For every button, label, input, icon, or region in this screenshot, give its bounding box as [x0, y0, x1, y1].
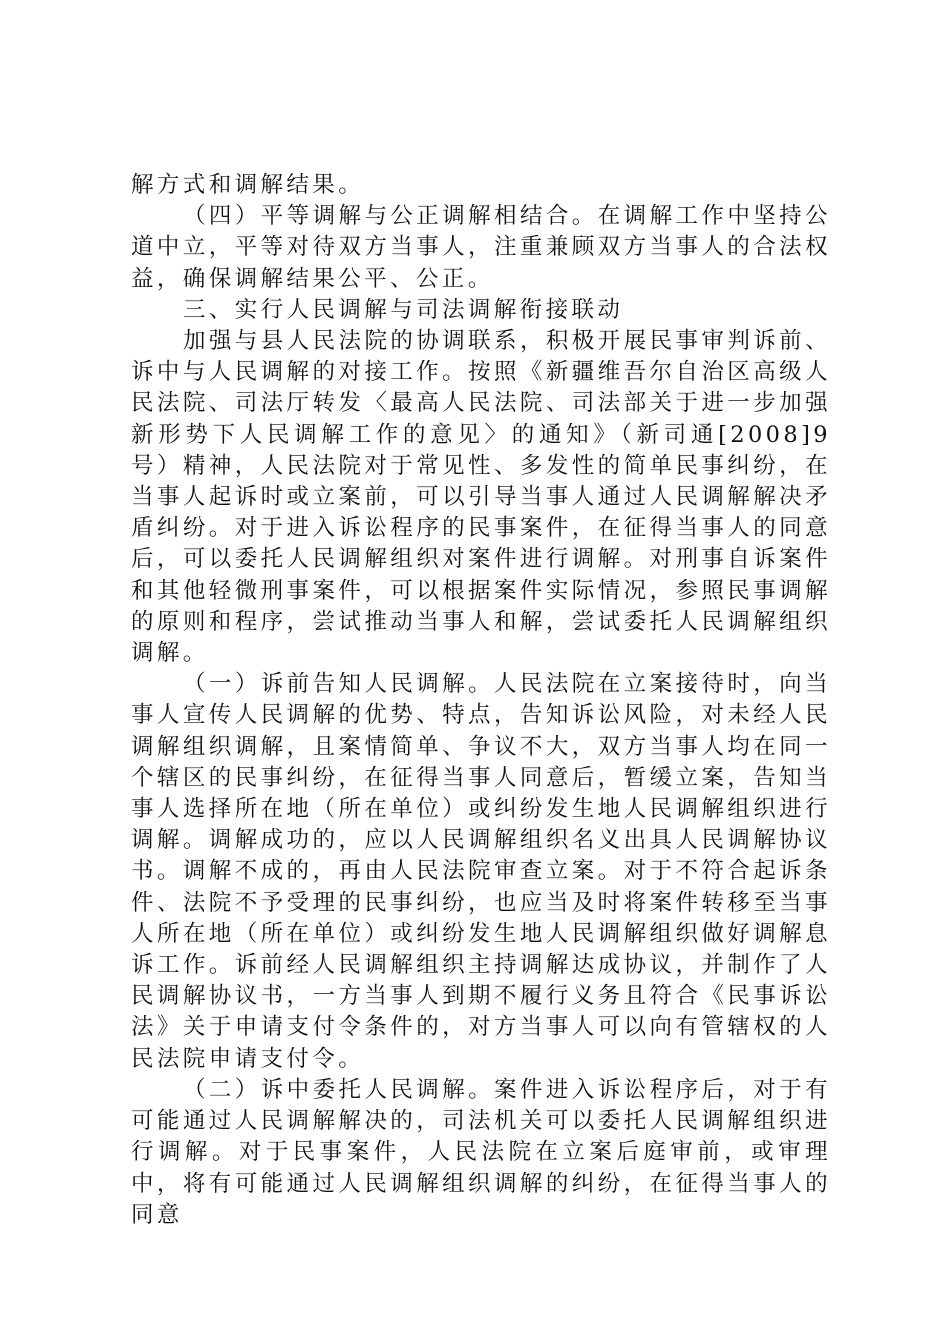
paragraph-continuation: 解方式和调解结果。 [131, 172, 365, 198]
paragraph-subsection-two: （二）诉中委托人民调解。案件进入诉讼程序后，对于有可能通过人民调解解决的，司法机关可以委托人民调解组织进行调解。对于民事案件，人民法院在立案后庭审前，或审理中，将有可能通过人民调解组织调解的纠纷，在征得当事人的同意 [131, 1076, 831, 1228]
paragraph-subsection-one: （一）诉前告知人民调解。人民法院在立案接待时，向当事人宣传人民调解的优势、特点，告知诉讼风险，对未经人民调解组织调解，且案情简单、争议不大，双方当事人均在同一个辖区的民事纠纷，在征得当事人同意后，暂缓立案，告知当事人选择所在地（所在单位）或纠纷发生地人民调解组织进行调解。调解成功的，应以人民调解组织名义出具人民调解协议书。调解不成的，再由人民法院审查立案。对于不符合起诉条件、法院不予受理的民事纠纷，也应当及时将案件转移至当事人所在地（所在单位）或纠纷发生地人民调解组织做好调解息诉工作。诉前经人民调解组织主持调解达成协议，并制作了人民调解协议书，一方当事人到期不履行义务且符合《民事诉讼法》关于申请支付令条件的，对方当事人可以向有管辖权的人民法院申请支付令。 [131, 671, 831, 1072]
document-body [131, 170, 831, 1231]
section-heading-three: 三、实行人民调解与司法调解衔接联动 [183, 296, 624, 323]
paragraph-coordination: 加强与县人民法院的协调联系，积极开展民事审判诉前、诉中与人民调解的对接工作。按照《新疆维吾尔自治区高级人民法院、司法厅转发〈最高人民法院、司法部关于进一步加强新形势下人民调解工作的意见〉的通知》（新司通[2008]9号）精神，人民法院对于常见性、多发性的简单民事纠纷，在当事人起诉时或立案前，可以引导当事人通过人民调解解决矛盾纠纷。对于进入诉讼程序的民事案件，在征得当事人的同意后，可以委托人民调解组织对案件进行调解。对刑事自诉案件和其他轻微刑事案件，可以根据案件实际情况，参照民事调解的原则和程序，尝试推动当事人和解，尝试委托人民调解组织调解。 [131, 328, 831, 667]
paragraph-section-four: （四）平等调解与公正调解相结合。在调解工作中坚持公道中立，平等对待双方当事人，注重兼顾双方当事人的合法权益，确保调解结果公平、公正。 [131, 203, 831, 292]
